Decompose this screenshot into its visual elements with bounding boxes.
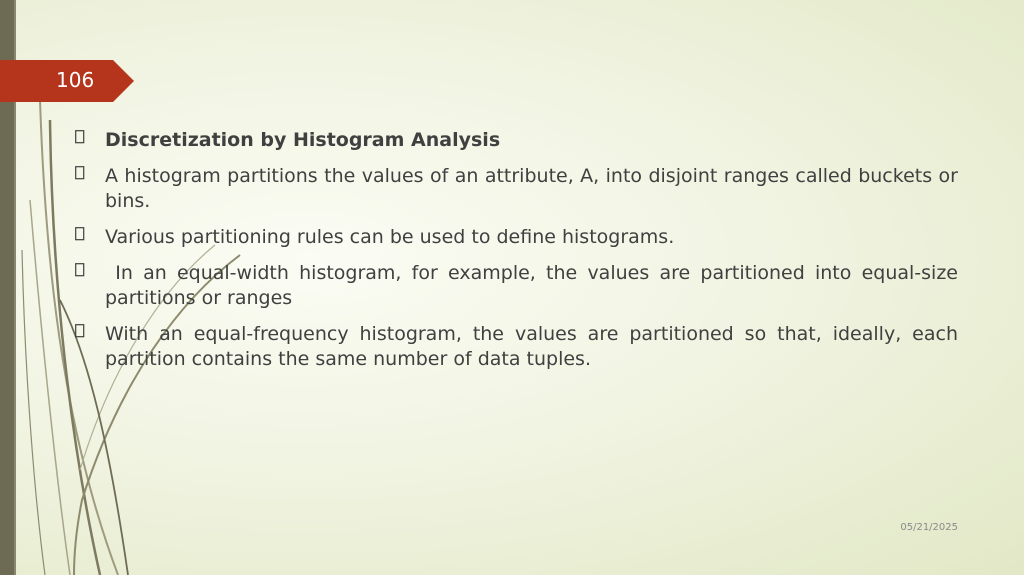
bullet-item: [72, 322, 958, 372]
bullet-square-icon: [75, 324, 85, 338]
bullet-text: Discretization by Histogram Analysis: [105, 129, 501, 151]
bullet-square-icon: [75, 227, 85, 241]
bullet-square-icon: [75, 166, 85, 180]
slide-number-tag: [0, 60, 134, 102]
bullet-square-icon: [75, 263, 85, 277]
bullet-item: [72, 164, 958, 214]
bullet-item: [72, 261, 965, 311]
bullet-square-icon: [75, 130, 85, 144]
bullet-item-heading: [72, 128, 958, 153]
bullet-text: Various partitioning rules can be used to define histograms.: [105, 226, 675, 248]
bullet-item: [72, 225, 958, 250]
bullet-text: In an equal-width histogram, for example, the values are partitioned into equal-size partitions or ranges: [105, 262, 965, 309]
bullet-text: A histogram partitions the values of an attribute, A, into disjoint ranges called buckets or bins.: [105, 165, 958, 212]
slide-date: 05/21/2025: [900, 522, 958, 533]
slide-number: 106: [56, 68, 95, 92]
slide-content: [72, 128, 965, 383]
bullet-text: With an equal-frequency histogram, the values are partitioned so that, ideally, each partition contains the same number of data tuples.: [105, 323, 958, 370]
